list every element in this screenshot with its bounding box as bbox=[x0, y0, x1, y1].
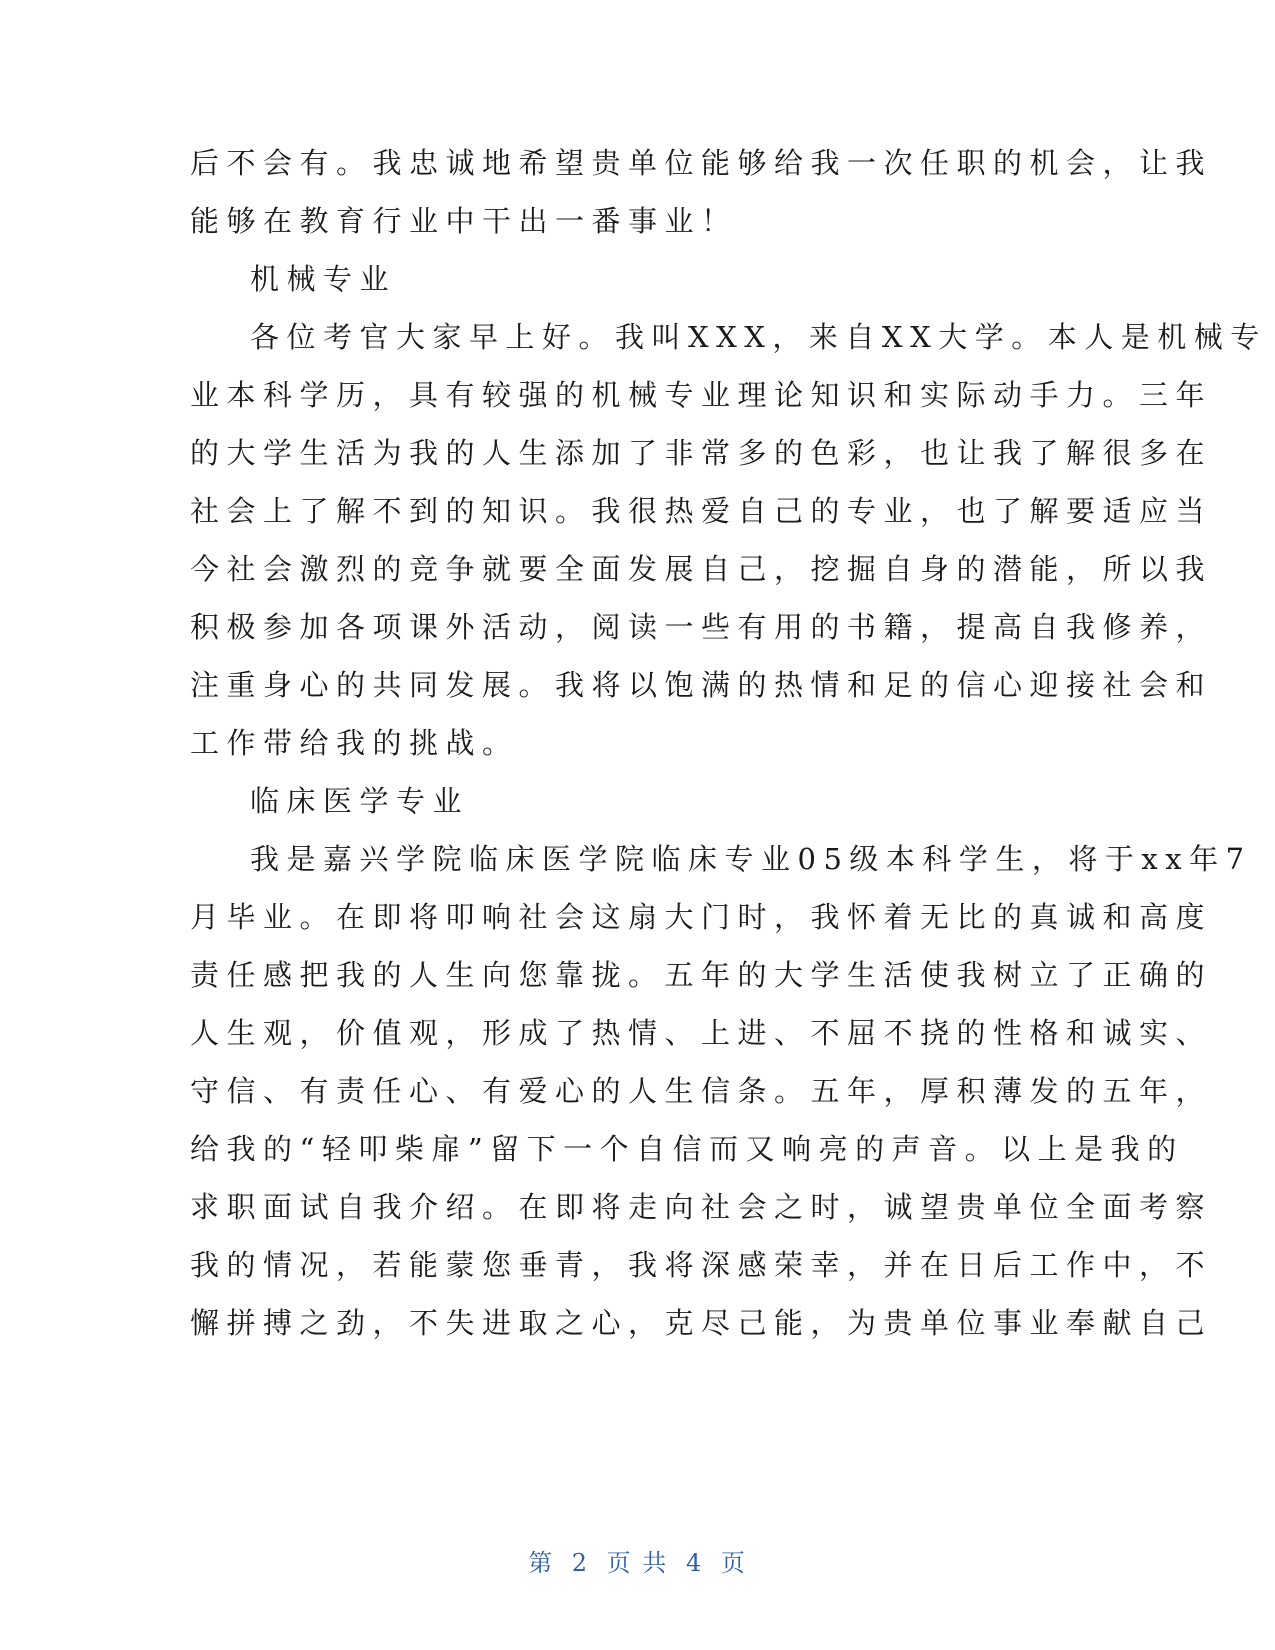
total-page-count: 4 bbox=[685, 1549, 704, 1577]
paragraph-line: 积极参加各项课外活动，阅读一些有用的书籍，提高自我修养， bbox=[190, 610, 1213, 644]
section-heading-mechanical: 机械专业 bbox=[250, 262, 397, 296]
paragraph-line: 责任感把我的人生向您靠拢。五年的大学生活使我树立了正确的 bbox=[190, 958, 1213, 992]
paragraph-line: 懈拼搏之劲，不失进取之心，克尽己能，为贵单位事业奉献自己 bbox=[190, 1306, 1213, 1340]
paragraph-line: 业本科学历，具有较强的机械专业理论知识和实际动手力。三年 bbox=[190, 378, 1213, 412]
paragraph-line: 守信、有责任心、有爱心的人生信条。五年，厚积薄发的五年， bbox=[190, 1074, 1213, 1108]
footer-suffix: 页 bbox=[720, 1549, 747, 1577]
paragraph-line: 工作带给我的挑战。 bbox=[190, 726, 519, 760]
paragraph-line: 社会上了解不到的知识。我很热爱自己的专业，也了解要适应当 bbox=[190, 494, 1213, 528]
paragraph-line: 月毕业。在即将叩响社会这扇大门时，我怀着无比的真诚和高度 bbox=[190, 900, 1213, 934]
page-footer bbox=[0, 1543, 1275, 1578]
paragraph-line: 的大学生活为我的人生添加了非常多的色彩，也让我了解很多在 bbox=[190, 436, 1213, 470]
paragraph-line: 注重身心的共同发展。我将以饱满的热情和足的信心迎接社会和 bbox=[190, 668, 1213, 702]
paragraph-line: 求职面试自我介绍。在即将走向社会之时，诚望贵单位全面考察 bbox=[190, 1190, 1213, 1224]
paragraph-line: 给我的“轻叩柴扉”留下一个自信而又响亮的声音。以上是我的 bbox=[190, 1132, 1184, 1166]
paragraph-line: 各位考官大家早上好。我叫XXX，来自XX大学。本人是机械专 bbox=[250, 320, 1267, 354]
current-page-number: 2 bbox=[571, 1549, 590, 1577]
footer-prefix: 第 bbox=[528, 1549, 555, 1577]
paragraph-line: 后不会有。我忠诚地希望贵单位能够给我一次任职的机会，让我 bbox=[190, 146, 1213, 180]
paragraph-line: 人生观，价值观，形成了热情、上进、不屈不挠的性格和诚实、 bbox=[190, 1016, 1213, 1050]
paragraph-line: 我的情况，若能蒙您垂青，我将深感荣幸，并在日后工作中，不 bbox=[190, 1248, 1213, 1282]
paragraph-line: 今社会激烈的竞争就要全面发展自己，挖掘自身的潜能，所以我 bbox=[190, 552, 1213, 586]
section-heading-clinical: 临床医学专业 bbox=[250, 784, 470, 818]
paragraph-line: 我是嘉兴学院临床医学院临床专业05级本科学生，将于xx年7 bbox=[250, 842, 1252, 876]
footer-middle: 页 共 bbox=[606, 1549, 669, 1577]
paragraph-line: 能够在教育行业中干出一番事业！ bbox=[190, 204, 738, 238]
